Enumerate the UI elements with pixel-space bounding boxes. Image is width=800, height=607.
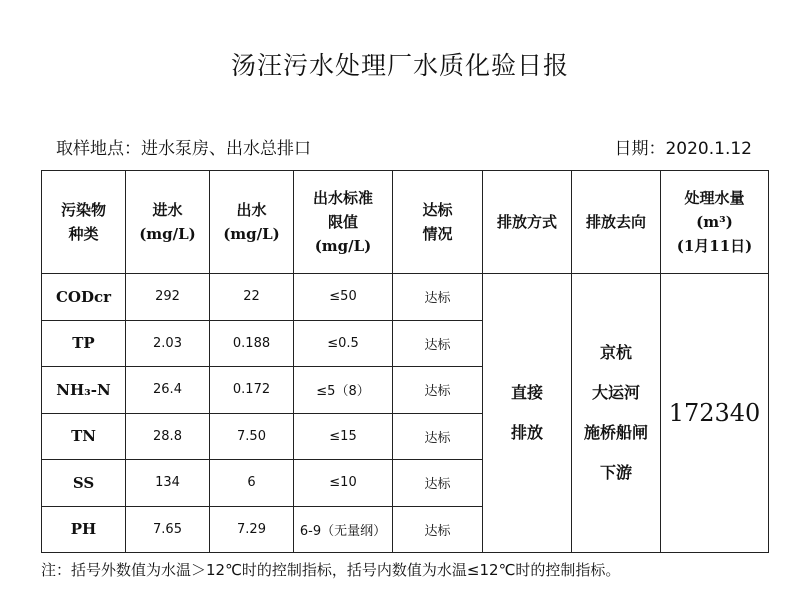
influent-value: 292 bbox=[126, 274, 210, 320]
treated-volume-value: 172340 bbox=[661, 274, 769, 553]
compliance-status: 达标 bbox=[393, 320, 483, 366]
header-volume: 处理水量 (m³) (1月11日) bbox=[661, 171, 769, 274]
pollutant-name: TP bbox=[42, 320, 126, 366]
standard-limit: ≤0.5 bbox=[294, 320, 393, 366]
influent-value: 134 bbox=[126, 460, 210, 506]
header-discharge-destination: 排放去向 bbox=[572, 171, 661, 274]
pollutant-name: TN bbox=[42, 413, 126, 459]
effluent-value: 0.188 bbox=[210, 320, 294, 366]
header-compliance: 达标 情况 bbox=[393, 171, 483, 274]
compliance-status: 达标 bbox=[393, 506, 483, 553]
table-row bbox=[42, 274, 769, 320]
compliance-status: 达标 bbox=[393, 460, 483, 506]
header-row bbox=[42, 171, 769, 274]
effluent-value: 22 bbox=[210, 274, 294, 320]
standard-limit: 6-9（无量纲） bbox=[294, 506, 393, 553]
sampling-location: 取样地点：进水泵房、出水总排口 bbox=[56, 139, 311, 159]
header-discharge-method: 排放方式 bbox=[483, 171, 572, 274]
influent-value: 28.8 bbox=[126, 413, 210, 459]
compliance-status: 达标 bbox=[393, 367, 483, 413]
effluent-value: 6 bbox=[210, 460, 294, 506]
report-date: 日期：2020.1.12 bbox=[614, 139, 752, 159]
footnote: 注：括号外数值为水温＞12℃时的控制指标，括号内数值为水温≤12℃时的控制指标。 bbox=[41, 561, 621, 579]
header-effluent: 出水 (mg/L) bbox=[210, 171, 294, 274]
influent-value: 7.65 bbox=[126, 506, 210, 553]
effluent-value: 0.172 bbox=[210, 367, 294, 413]
discharge-destination-value: 京杭 大运河 施桥船闸 下游 bbox=[572, 274, 661, 553]
standard-limit: ≤5（8） bbox=[294, 367, 393, 413]
header-influent: 进水 (mg/L) bbox=[126, 171, 210, 274]
header-pollutant: 污染物 种类 bbox=[42, 171, 126, 274]
report-title: 汤汪污水处理厂水质化验日报 bbox=[230, 51, 569, 80]
standard-limit: ≤10 bbox=[294, 460, 393, 506]
compliance-status: 达标 bbox=[393, 274, 483, 320]
pollutant-name: CODcr bbox=[42, 274, 126, 320]
standard-limit: ≤15 bbox=[294, 413, 393, 459]
effluent-value: 7.29 bbox=[210, 506, 294, 553]
influent-value: 26.4 bbox=[126, 367, 210, 413]
influent-value: 2.03 bbox=[126, 320, 210, 366]
discharge-method-value: 直接 排放 bbox=[483, 274, 572, 553]
effluent-value: 7.50 bbox=[210, 413, 294, 459]
pollutant-name: NH₃-N bbox=[42, 367, 126, 413]
header-standard: 出水标准 限值 (mg/L) bbox=[294, 171, 393, 274]
pollutant-name: PH bbox=[42, 506, 126, 553]
water-quality-table bbox=[41, 170, 769, 553]
compliance-status: 达标 bbox=[393, 413, 483, 459]
standard-limit: ≤50 bbox=[294, 274, 393, 320]
pollutant-name: SS bbox=[42, 460, 126, 506]
